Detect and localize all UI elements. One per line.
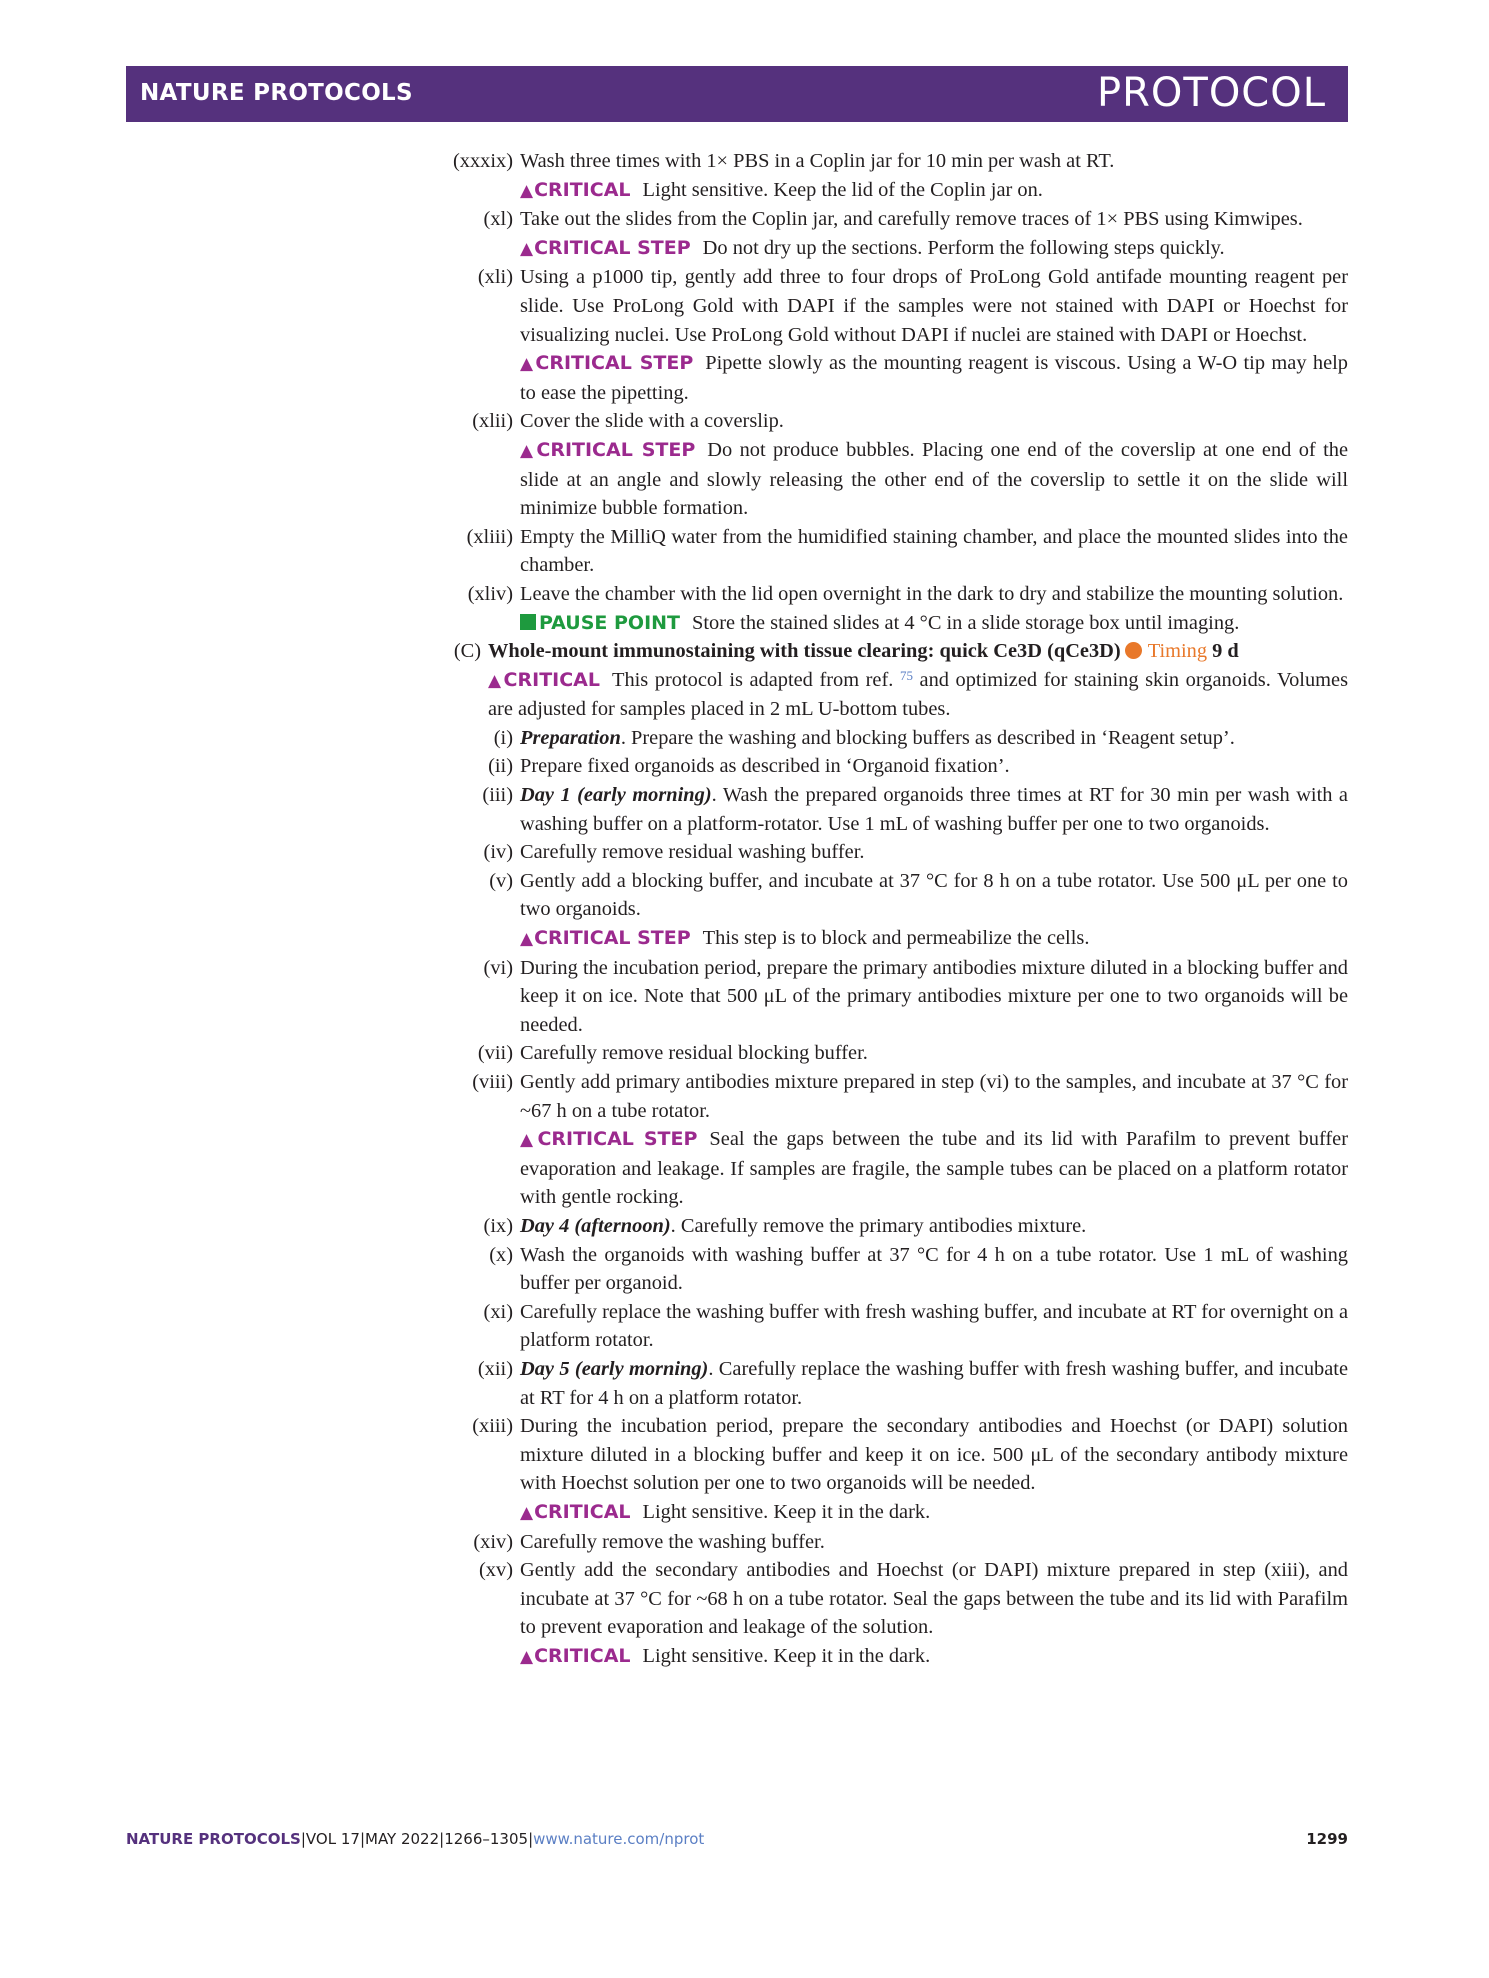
step-c-vi: (vi) During the incubation period, prepare the primary antibodies mixture diluted in a blocking buffer and keep it on ice. Note that 500 μL of the primary antibodies mixture per one to two organoids will be needed. [483, 956, 1348, 1036]
footer-url-link[interactable]: www.nature.com/nprot [533, 1830, 705, 1848]
section-critical-note: ▲CRITICAL This protocol is adapted from ref. $^{75}$ and optimized for staining skin organoids. Volumes are adjusted for samples placed in 2 mL U-bottom tubes. [488, 667, 1349, 721]
critical-triangle-icon: ▲ [488, 670, 503, 691]
critical-step-label: ▲CRITICAL STEP [520, 438, 696, 461]
step-c-ix: (ix) Day 4 (afternoon). Carefully remove the primary antibodies mixture. [483, 1214, 1087, 1237]
step-c-xiv: (xiv) Carefully remove the washing buffer. [473, 1530, 825, 1553]
critical-triangle-icon: ▲ [520, 180, 534, 201]
timing-badge: Timing 9 d [1121, 640, 1239, 662]
step-c-xiii: (xiii) During the incubation period, prepare the secondary antibodies and Hoechst (or DAPI) solution mixture diluted in a blocking buffer and keep it on ice. 500 μL of the secondary antibody mixture with Hoechst solution per one to two organoids will be needed. [472, 1415, 1348, 1495]
step-c-iv: (iv) Carefully remove residual washing buffer. [483, 841, 865, 864]
journal-banner [126, 66, 1348, 122]
pause-square-icon [520, 614, 536, 630]
step-xxxix: (xxxix) Wash three times with 1× PBS in a Coplin jar for 10 min per wash at RT. [452, 150, 1115, 172]
critical-triangle-icon: ▲ [520, 1130, 537, 1151]
page-body [0, 147, 1489, 1671]
section-title: Whole-mount immunostaining with tissue clearing: quick Ce3D (qCe3D) [488, 640, 1121, 663]
step-c-xi: (xi) Carefully replace the washing buffer with fresh washing buffer, and incubate at RT for overnight on a platform rotator. [483, 1300, 1348, 1352]
step-c-x: (x) Wash the organoids with washing buffer at 37 °C for 4 h on a tube rotator. Use 1 mL of washing buffer per organoid. [489, 1243, 1348, 1295]
article-type: PROTOCOL [1096, 70, 1326, 116]
critical-step-note: ▲CRITICAL STEP This step is to block and permeabilize the cells. [520, 927, 1090, 950]
step-xlii: (xlii) Cover the slide with a coverslip. [472, 410, 784, 433]
critical-step-label: ▲CRITICAL STEP [520, 1128, 698, 1151]
journal-name: NATURE PROTOCOLS [140, 80, 413, 106]
critical-step-label: ▲CRITICAL STEP [520, 236, 691, 259]
step-xl: (xl) Take out the slides from the Coplin jar, and carefully remove traces of 1× PBS using Kimwipes. [483, 208, 1303, 231]
step-c-xv: (xv) Gently add the secondary antibodies and Hoechst (or DAPI) mixture prepared in step (xiii), and incubate at 37 °C for ~68 h on a tube rotator. Seal the gaps between the tube and its lid with Parafilm to prevent evaporation and leakage of the solution. [479, 1559, 1348, 1639]
critical-note: ▲CRITICAL Light sensitive. Keep it in the dark. [520, 1644, 931, 1667]
critical-label: ▲CRITICAL [520, 1644, 631, 1667]
footer-date: MAY 2022 [365, 1830, 440, 1848]
critical-triangle-icon: ▲ [520, 354, 535, 375]
critical-label: ▲CRITICAL [520, 178, 631, 201]
step-c-iii: (iii) Day 1 (early morning). Wash the prepared organoids three times at RT for 30 min per wash with a washing buffer on a platform-rotator. Use 1 mL of washing buffer per one to two organoids. [482, 784, 1348, 835]
page-footer: NATURE PROTOCOLS|VOL 17|MAY 2022|1266–1305|www.nature.com/nprot 1299 [126, 1830, 1348, 1848]
critical-step-note: ▲CRITICAL STEP Do not produce bubbles. Placing one end of the coverslip at one end of the slide at an angle and slowly releasing the other end of the coverslip to settle it on the slide will minimize bubble formation. [520, 438, 1349, 520]
timing-dot-icon [1125, 642, 1142, 659]
critical-triangle-icon: ▲ [520, 238, 534, 259]
step-xliii: (xliii) Empty the MilliQ water from the humidified staining chamber, and place the mounted slides into the chamber. [466, 525, 1348, 577]
critical-step-note: ▲CRITICAL STEP Do not dry up the sections. Perform the following steps quickly. [520, 236, 1225, 259]
critical-triangle-icon: ▲ [520, 1502, 534, 1523]
step-c-ii: (ii) Prepare fixed organoids as described in ‘Organoid fixation’. [488, 755, 1010, 778]
pause-point-note: PAUSE POINT Store the stained slides at 4 °C in a slide storage box until imaging. [520, 609, 1348, 638]
critical-triangle-icon: ▲ [520, 929, 534, 950]
critical-step-note: ▲CRITICAL STEP Pipette slowly as the mounting reagent is viscous. Using a W-O tip may help to ease the pipetting. [520, 352, 1349, 404]
step-c-i: (i) Preparation. Prepare the washing and blocking buffers as described in ‘Reagent setup’. [493, 726, 1235, 749]
step-c-xii: (xii) Day 5 (early morning). Carefully replace the washing buffer with fresh washing buffer, and incubate at RT for 4 h on a platform rotator. [477, 1357, 1348, 1409]
section-c-heading: (C) Whole-mount immunostaining with tissue clearing: quick Ce3D (qCe3D) Timing 9 d [453, 640, 1239, 663]
step-xliv: (xliv) Leave the chamber with the lid open overnight in the dark to dry and stabilize the mounting solution. [467, 582, 1344, 605]
footer-journal: NATURE PROTOCOLS [126, 1830, 301, 1848]
critical-label: ▲CRITICAL [488, 668, 600, 691]
pause-point-label: PAUSE POINT [520, 612, 680, 634]
step-c-viii: (viii) Gently add primary antibodies mixture prepared in step (vi) to the samples, and incubate at 37 °C for ~67 h on a tube rotator. [472, 1071, 1348, 1122]
critical-step-label: ▲CRITICAL STEP [520, 927, 691, 950]
critical-note: ▲CRITICAL Light sensitive. Keep it in the dark. [520, 1500, 931, 1523]
critical-note: ▲CRITICAL Light sensitive. Keep the lid of the Coplin jar on. [520, 178, 1043, 201]
reference-link[interactable]: 75 [899, 667, 913, 683]
critical-step-note: ▲CRITICAL STEP Seal the gaps between the tube and its lid with Parafilm to prevent buffer evaporation and leakage. If samples are fragile, the sample tubes can be placed on a platform rotator with gentle rocking. [520, 1128, 1348, 1209]
footer-volume: VOL 17 [305, 1830, 360, 1848]
critical-step-label: ▲CRITICAL STEP [520, 352, 694, 375]
step-xli: (xli) Using a p1000 tip, gently add three to four drops of ProLong Gold antifade mounting reagent per slide. Use ProLong Gold with DAPI if the samples were not stained with DAPI or Hoechst for visualizing nuclei. Use ProLong Gold without DAPI if nuclei are stained with DAPI or Hoechst. [477, 266, 1348, 346]
page-number: 1299 [1306, 1830, 1348, 1848]
footer-pages: 1266–1305 [444, 1830, 529, 1848]
critical-triangle-icon: ▲ [520, 1646, 534, 1667]
step-c-vii: (vii) Carefully remove residual blocking buffer. [477, 1042, 868, 1065]
critical-label: ▲CRITICAL [520, 1500, 631, 1523]
critical-triangle-icon: ▲ [520, 440, 536, 461]
step-c-v: (v) Gently add a blocking buffer, and incubate at 37 °C for 8 h on a tube rotator. Use 500 μL per one to two organoids. [489, 869, 1348, 921]
